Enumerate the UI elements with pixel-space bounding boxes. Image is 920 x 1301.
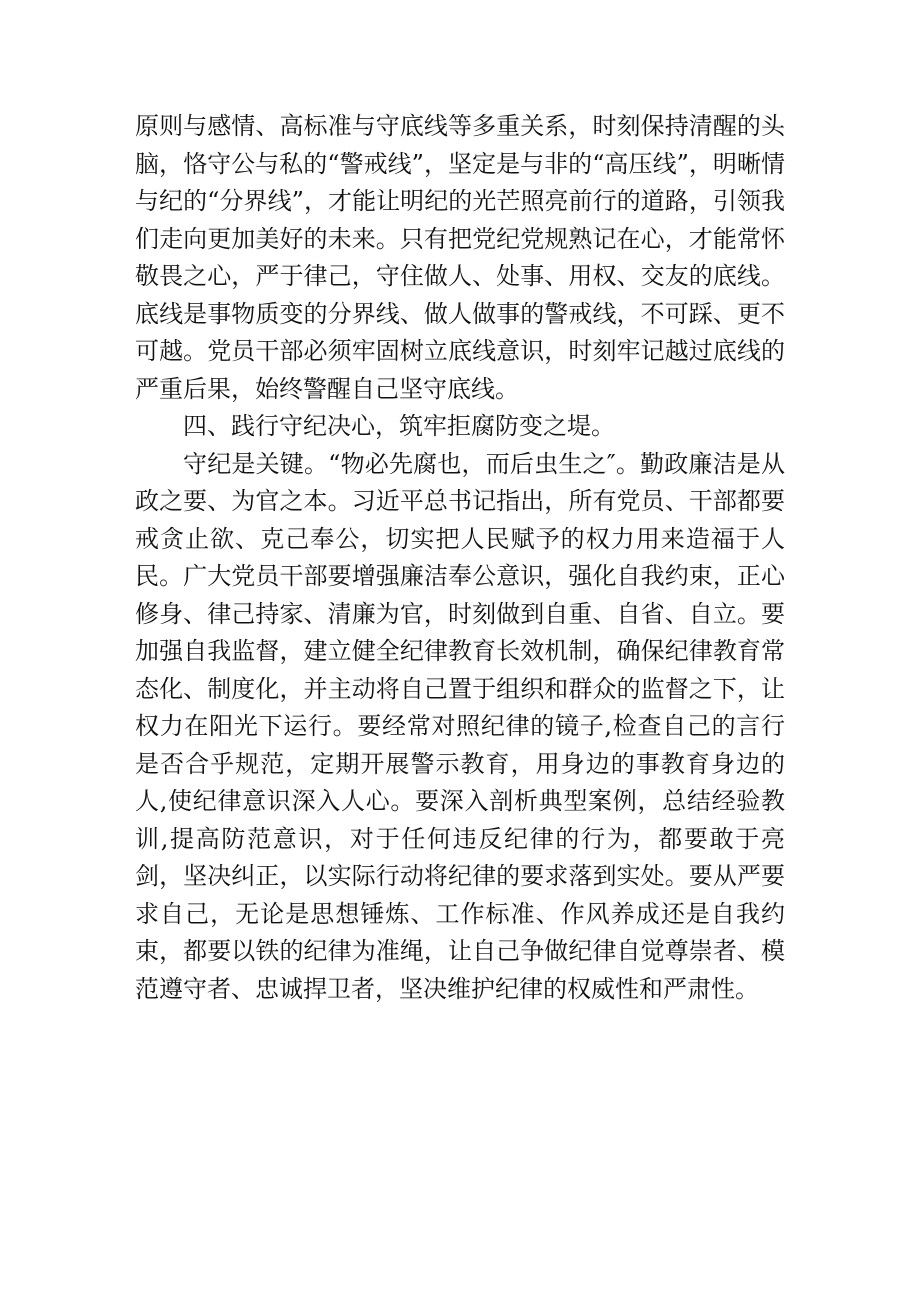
section-heading-four: 四、践行守纪决心，筑牢拒腐防变之堤。 (183, 412, 615, 440)
paragraph-continuation: 原则与感情、高标准与守底线等多重关系，时刻保持清醒的头脑，恪守公与私的“警戒线”，坚定是与非的“高压线”，明晰情与纪的“分界线”，才能让明纪的光芒照亮前行的道路，引领我们走向更加美好的未来。只有把党纪党规熟记在心，才能常怀敬畏之心，严于律己，守住做人、处事、用权、交友的底线。底线是事物质变的分界线、做人做事的警戒线，不可踩、更不可越。党员干部必须牢固树立底线意识，时刻牢记越过底线的严重后果，始终警醒自己坚守底线。 (135, 112, 785, 403)
document-body (135, 108, 785, 1008)
paragraph-discipline: 守纪是关键。“物必先腐也，而后虫生之″。勤政廉洁是从政之要、为官之本。习近平总书记指出，所有党员、干部都要戒贪止欲、克己奉公，切实把人民赋予的权力用来造福于人民。广大党员干部要增强廉洁奉公意识，强化自我约束，正心修身、律己持家、清廉为官，时刻做到自重、自省、自立。要加强自我监督，建立健全纪律教育长效机制，确保纪律教育常态化、制度化，并主动将自己置于组织和群众的监督之下，让权力在阳光下运行。要经常对照纪律的镜子,检查自己的言行是否合乎规范，定期开展警示教育，用身边的事教育身边的人,使纪律意识深入人心。要深入剖析典型案例，总结经验教训,提高防范意识，对于任何违反纪律的行为，都要敢于亮剑，坚决纠正，以实际行动将纪律的要求落到实处。要从严要求自己，无论是思想锤炼、工作标准、作风养成还是自我约束，都要以铁的纪律为准绳，让自己争做纪律自觉尊崇者、模范遵守者、忠诚捍卫者，坚决维护纪律的权威性和严肃性。 (135, 449, 785, 1003)
